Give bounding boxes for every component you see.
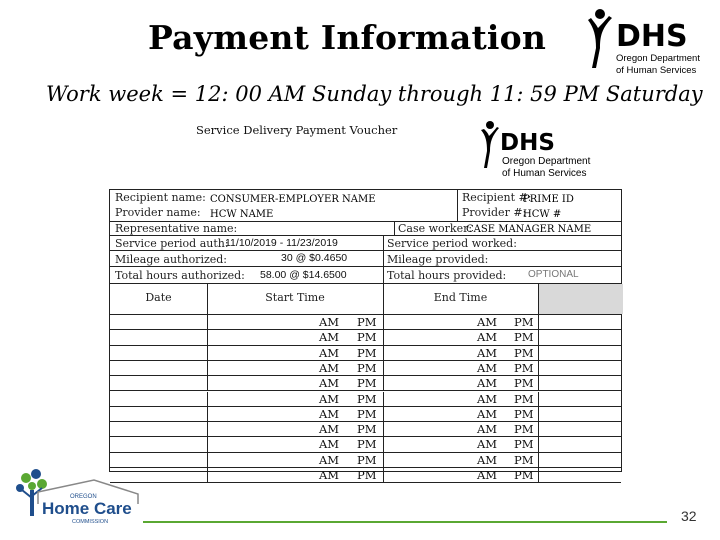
time-entry-row [110, 315, 621, 330]
end-am-label: AM [477, 315, 498, 329]
start-pm-label: PM [357, 345, 377, 360]
end-time-column-header: End Time [433, 291, 488, 304]
recipient-provider-row [110, 190, 621, 222]
time-entry-row [110, 468, 621, 483]
homecare-logo-line2: Home Care [42, 499, 132, 518]
recipient-name-value: CONSUMER-EMPLOYER NAME [210, 194, 376, 205]
recipient-number-label: Recipient #: [462, 191, 532, 204]
date-column-header: Date [145, 291, 172, 304]
service-period-worked-label: Service period worked: [387, 237, 517, 250]
time-entry-row [110, 422, 621, 437]
end-pm-label: PM [514, 391, 534, 406]
end-pm-label: PM [514, 360, 534, 375]
start-pm-label: PM [357, 391, 377, 406]
end-pm-label: PM [514, 406, 534, 421]
time-entry-row [110, 407, 621, 422]
mileage-row [110, 251, 621, 267]
start-am-label: AM [319, 330, 340, 345]
time-table-header [110, 284, 621, 315]
time-entry-row [110, 453, 621, 468]
end-pm-label: PM [514, 330, 534, 345]
homecare-logo-line3: COMMISSION [72, 519, 109, 525]
start-pm-label: PM [357, 360, 377, 375]
start-pm-label: PM [357, 468, 377, 482]
total-hours-row [110, 267, 621, 284]
representative-row [110, 222, 621, 236]
time-entry-row [110, 346, 621, 361]
service-period-auth-value: 11/10/2019 - 11/23/2019 [225, 237, 338, 249]
mileage-authorized-label: Mileage authorized: [115, 253, 228, 266]
dhs-figure-icon [588, 9, 612, 68]
end-am-label: AM [477, 376, 498, 391]
start-pm-label: PM [357, 315, 377, 329]
start-pm-label: PM [357, 376, 377, 391]
dhs-voucher-logo-text: DHS [500, 130, 555, 156]
total-hours-authorized-value: 58.00 @ $14.6500 [260, 269, 347, 281]
end-am-label: AM [477, 330, 498, 345]
service-period-row [110, 236, 621, 251]
time-entry-rows [110, 315, 621, 485]
time-entry-row [110, 392, 621, 407]
representative-name-label: Representative name: [115, 222, 238, 235]
start-pm-label: PM [357, 406, 377, 421]
case-worker-label: Case worker: [398, 222, 473, 235]
start-am-label: AM [319, 468, 340, 482]
end-am-label: AM [477, 437, 498, 452]
provider-name-label: Provider name: [115, 206, 201, 219]
end-pm-label: PM [514, 468, 534, 482]
start-am-label: AM [319, 437, 340, 452]
page-number: 32 [681, 508, 697, 524]
optional-label: OPTIONAL [528, 269, 579, 280]
dhs-logo [582, 6, 700, 78]
start-am-label: AM [319, 376, 340, 391]
time-entry-row [110, 376, 621, 391]
time-entry-row [110, 330, 621, 345]
provider-number-value: HCW # [523, 209, 562, 220]
end-pm-label: PM [514, 376, 534, 391]
end-pm-label: PM [514, 422, 534, 437]
dhs-voucher-logo-line1: Oregon Department [502, 156, 591, 167]
start-am-label: AM [319, 422, 340, 437]
end-am-label: AM [477, 422, 498, 437]
time-entry-row [110, 437, 621, 452]
end-pm-label: PM [514, 437, 534, 452]
total-hours-authorized-label: Total hours authorized: [115, 269, 245, 282]
start-time-column-header: Start Time [265, 291, 325, 304]
footer-rule [143, 521, 667, 523]
end-pm-label: PM [514, 452, 534, 467]
end-am-label: AM [477, 345, 498, 360]
homecare-logo-line1: OREGON [70, 494, 97, 500]
end-am-label: AM [477, 391, 498, 406]
dhs-logo-text: DHS [616, 19, 688, 54]
total-hours-provided-label: Total hours provided: [387, 269, 507, 282]
time-entry-row [110, 361, 621, 376]
mileage-provided-label: Mileage provided: [387, 253, 489, 266]
case-worker-value: CASE MANAGER NAME [466, 224, 592, 235]
payment-voucher-form [109, 189, 622, 482]
oregon-home-care-commission-logo [12, 468, 142, 526]
start-am-label: AM [319, 406, 340, 421]
start-pm-label: PM [357, 330, 377, 345]
start-am-label: AM [319, 452, 340, 467]
end-pm-label: PM [514, 345, 534, 360]
start-am-label: AM [319, 345, 340, 360]
provider-name-value: HCW NAME [210, 209, 274, 220]
voucher-title: Service Delivery Payment Voucher [196, 123, 398, 137]
dhs-voucher-logo-line2: of Human Services [502, 168, 587, 179]
mileage-authorized-value: 30 @ $0.4650 [281, 252, 348, 264]
start-pm-label: PM [357, 422, 377, 437]
slide-title: Payment Information [148, 18, 547, 57]
start-pm-label: PM [357, 452, 377, 467]
slide-subtitle: Work week = 12: 00 AM Sunday through 11: 59 PM Saturday [46, 82, 703, 106]
dhs-figure-icon [481, 121, 499, 168]
end-am-label: AM [477, 468, 498, 482]
dhs-logo-line1: Oregon Department [616, 53, 700, 64]
dhs-logo-voucher [478, 120, 618, 180]
service-period-auth-label: Service period auth: [115, 237, 229, 250]
start-am-label: AM [319, 360, 340, 375]
start-am-label: AM [319, 391, 340, 406]
recipient-number-value: PRIME ID [523, 194, 574, 205]
end-pm-label: PM [514, 315, 534, 329]
recipient-name-label: Recipient name: [115, 191, 206, 204]
end-am-label: AM [477, 406, 498, 421]
end-am-label: AM [477, 452, 498, 467]
start-am-label: AM [319, 315, 340, 329]
start-pm-label: PM [357, 437, 377, 452]
provider-number-label: Provider #: [462, 206, 527, 219]
dhs-logo-line2: of Human Services [616, 65, 697, 76]
end-am-label: AM [477, 360, 498, 375]
